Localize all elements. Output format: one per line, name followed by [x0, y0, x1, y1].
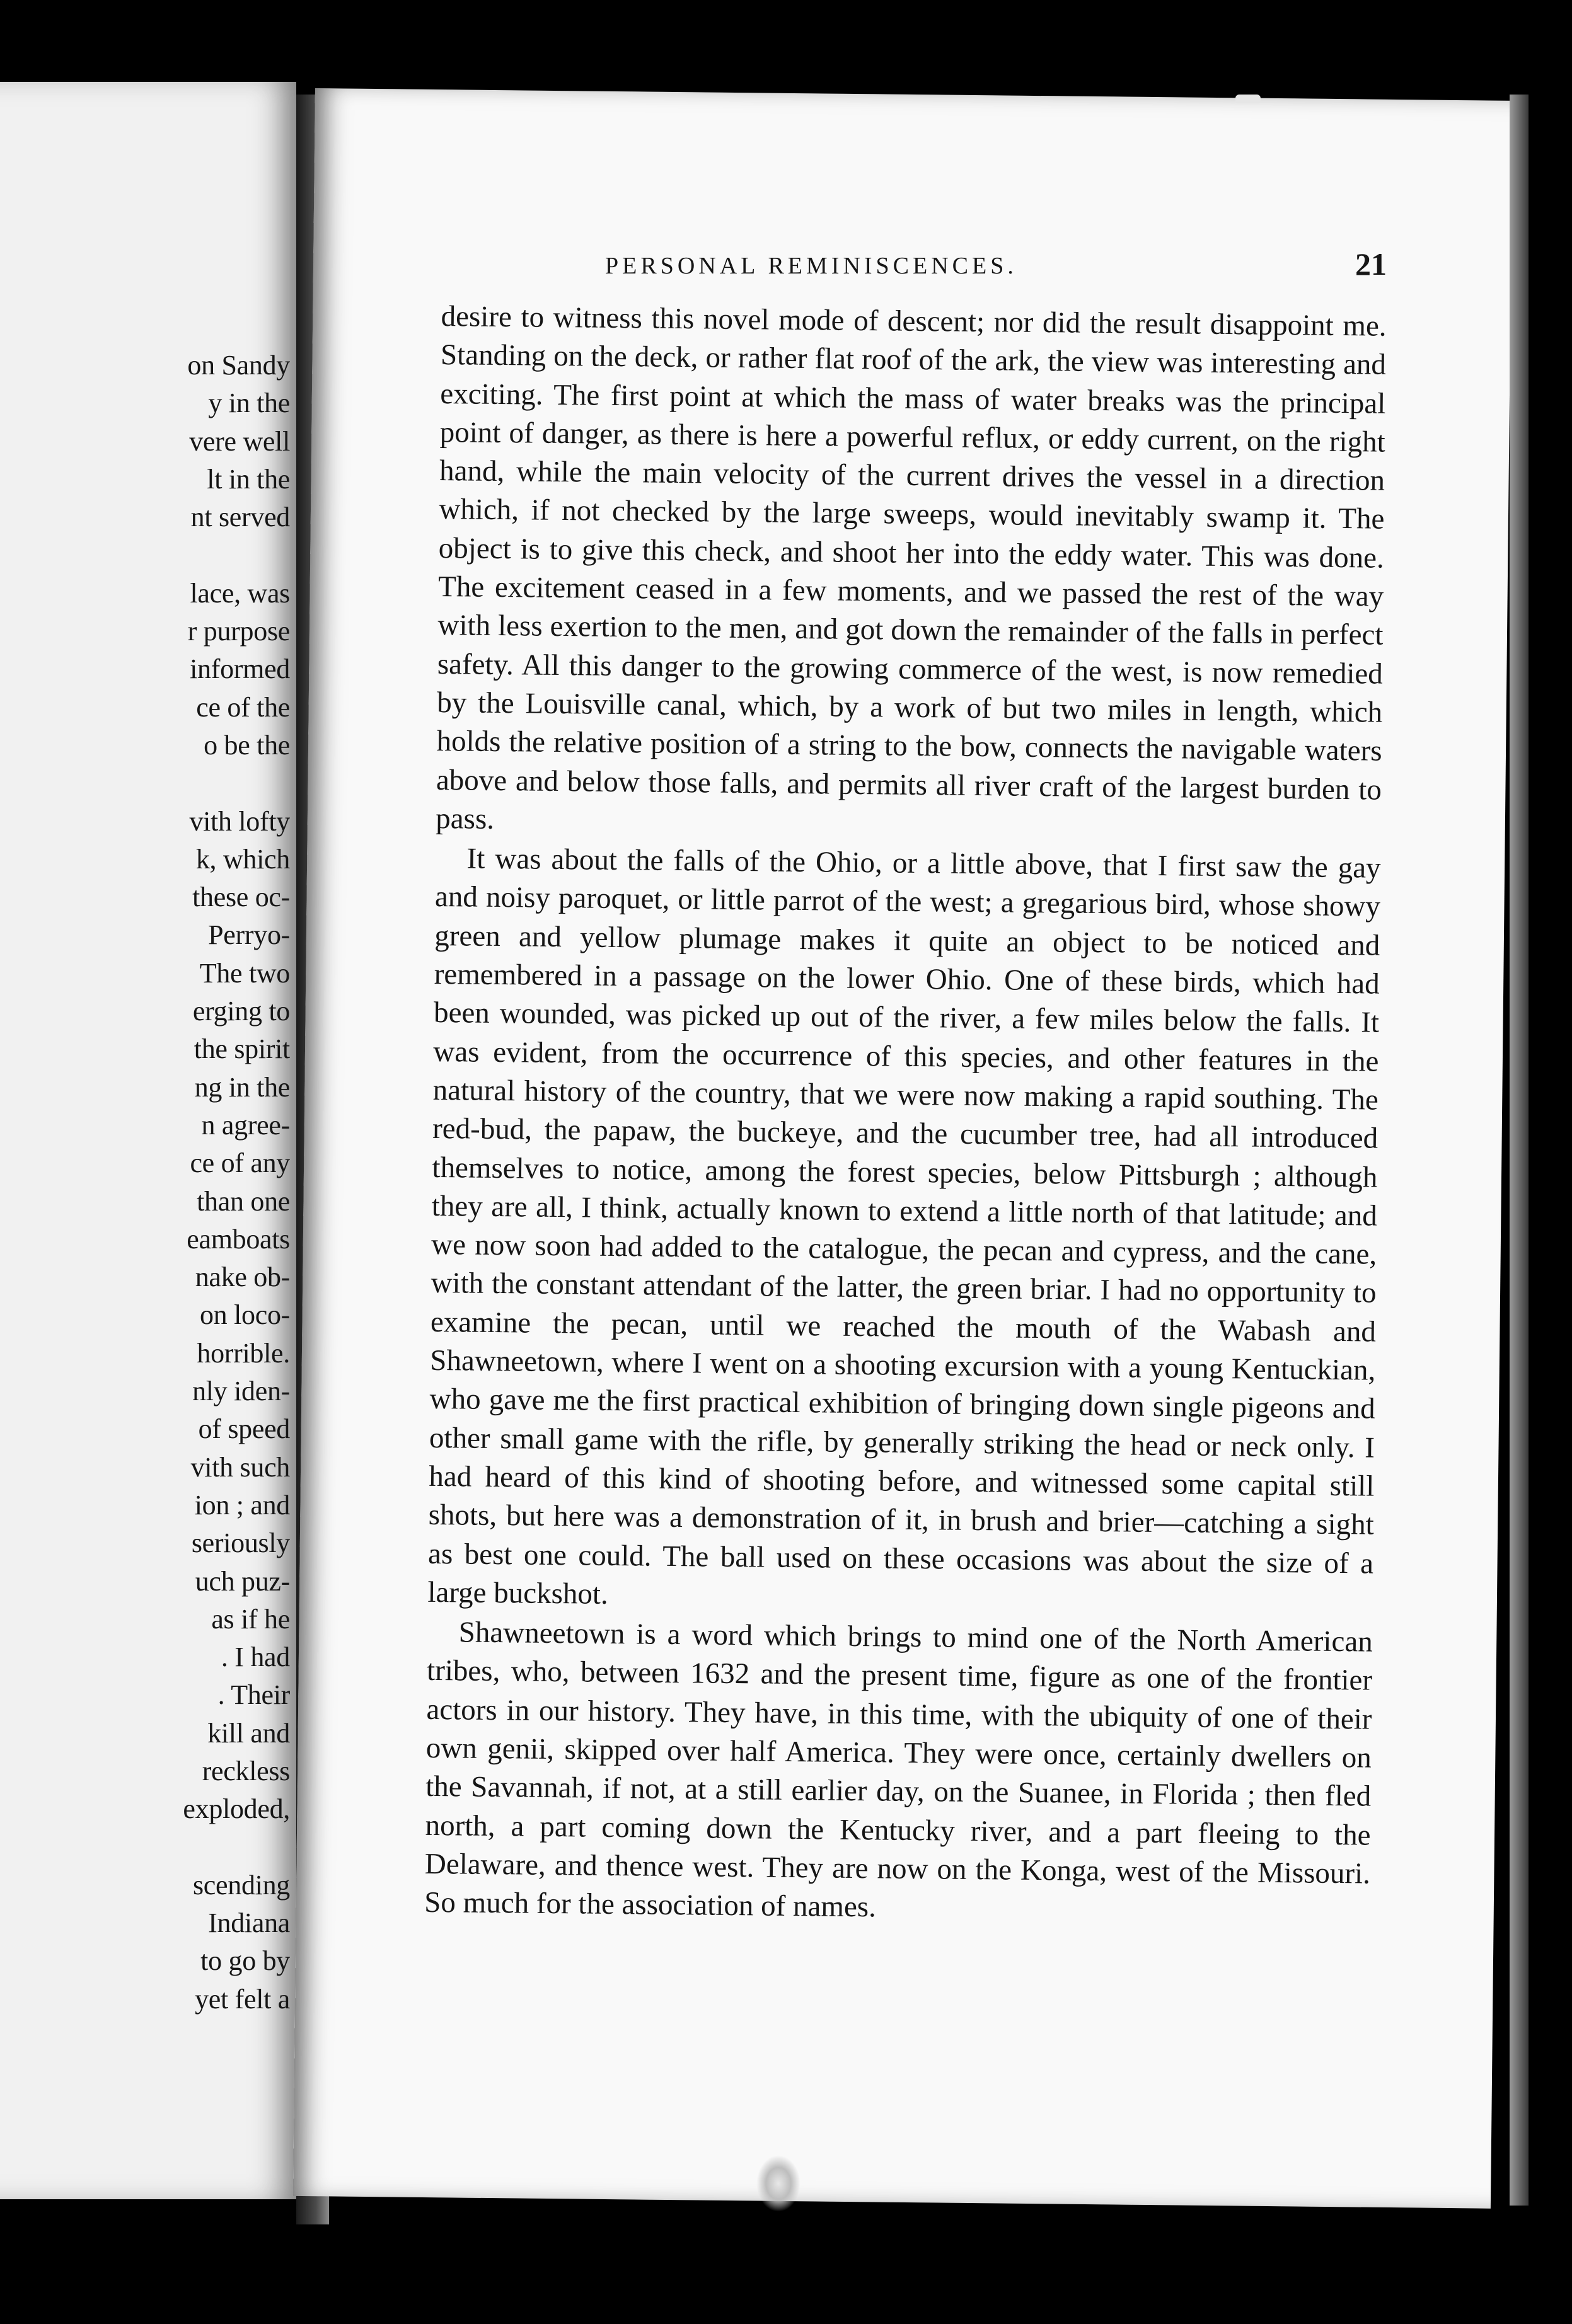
left-page-line: k, which	[195, 843, 290, 875]
left-page-line: nake ob-	[195, 1262, 290, 1293]
left-page-line: eamboats	[187, 1223, 290, 1255]
paragraph-3: Shawneetown is a word which brings to mind one of the North American tribes, who, between 1632 and the present time, figure as one of the frontier actors in our history. They have, in this time, with the ubiquity of one of their own genii, skipped over half America. They were once, certainly dwellers on the Savannah, if not, at a still earlier day, on the Suanee, in Florida ; then fled north, a part coming down the Kentucky river, and a part fleeing to the Delaware, and thence west. They are now on the Konga, west of the Missouri. So much for the association of names.	[424, 1616, 1373, 1924]
left-page-line: on loco-	[199, 1299, 290, 1331]
left-page-line	[0, 1829, 290, 1867]
left-page-line: r purpose	[187, 616, 290, 647]
left-page-line: . Their	[217, 1679, 290, 1711]
left-page-line: vith such	[190, 1451, 290, 1483]
left-page-line: ion ; and	[194, 1489, 290, 1521]
left-page-text	[0, 347, 290, 2018]
left-page-line: horrible.	[197, 1337, 290, 1369]
scan-smudge	[756, 2155, 800, 2212]
paragraph-2: It was about the falls of the Ohio, or a little above, that I first saw the gay and noisy paroquet, or little parrot of the west; a gregarious bird, whose showy green and yellow plumage makes it quite an object to be noticed and remembered in a passage on the lower Ohio. One of these birds, which had been wounded, was picked up out of the river, a few miles below the falls. It was evident, from the occurrence of this species, and other features in the natural history of the country, that we were now making a rapid southing. The red-bud, the papaw, the buckeye, and the cucumber tree, had all introduced themselves to notice, among the forest species, below Pittsburgh ; although they are all, I think, actually known to extend a little north of that latitude; and we now soon had added to the catalogue, the pecan and cypress, and the cane, with the constant attendant of the latter, the green briar. I had no opportunity to examine the pecan, until we reached the mouth of the Wabash and Shawneetown, where I went on a shooting excursion with a young Kentuckian, who gave me the first practical exhibition of bringing down single pigeons and other small game with the rifle, by generally striking the head or neck only. I had heard of this kind of shooting before, and witnessed some capital still shots, but here was a demonstration of it, in brush and brier—catching a sight as best one could. The ball used on these occasions was about the size of a large buckshot.	[427, 842, 1381, 1611]
left-page	[0, 82, 296, 2199]
page-number: 21	[1355, 246, 1387, 282]
left-page-line: reckless	[202, 1755, 290, 1786]
left-page-line: scending	[192, 1869, 290, 1901]
left-page-line: uch puz-	[195, 1565, 290, 1597]
left-page-line: lace, was	[190, 577, 290, 609]
left-page-line: of speed	[198, 1413, 290, 1445]
left-page-line	[0, 764, 290, 802]
left-page-line: Perryo-	[208, 919, 290, 951]
left-page-line: yet felt a	[195, 1983, 290, 2015]
left-page-line: n agree-	[201, 1109, 290, 1141]
left-page-line: vith lofty	[189, 805, 290, 837]
left-page-line: The two	[199, 957, 290, 989]
left-page-line: informed	[190, 653, 290, 685]
left-page-line: these oc-	[192, 882, 290, 913]
left-page-line: . I had	[221, 1642, 290, 1673]
left-page-line: vere well	[189, 425, 290, 457]
left-page-line: than one	[197, 1185, 290, 1217]
left-page-line: nt served	[190, 502, 290, 533]
left-page-line: y in the	[208, 388, 290, 419]
running-title: PERSONAL REMINISCENCES.	[605, 253, 1017, 279]
page-body	[424, 297, 1387, 1932]
left-page-line: erging to	[192, 996, 290, 1027]
left-page-line: exploded,	[183, 1793, 290, 1825]
page-edge	[1510, 95, 1529, 2206]
left-page-line	[0, 536, 290, 574]
left-page-line: o be the	[204, 729, 290, 761]
scan-mark	[1235, 95, 1261, 103]
left-page-line: to go by	[200, 1945, 290, 1977]
left-page-line: ng in the	[194, 1071, 290, 1103]
paragraph-1: desire to witness this novel mode of descent; nor did the result disappoint me. Standing on the deck, or rather flat roof of the ark, the view was interesting and exciting. The first point at which the mass of water breaks was the principal point of danger, as there is here a powerful reflux, or eddy current, on the right hand, while the main velocity of the current drives the vessel in a direction which, if not checked by the large sweeps, would inevitably swamp it. The object is to give this check, and shoot her into the eddy water. This was done. The excitement ceased in a few moments, and we passed the rest of the way with less exertion to the men, and got down the remainder of the falls in perfect safety. All this danger to the growing commerce of the west, is now remedied by the Louisville canal, which, by a work of but two miles in length, which holds the relative position of a string to the bow, connects the navigable waters above and below those falls, and permits all river craft of the largest burden to pass.	[436, 299, 1387, 836]
left-page-line: as if he	[211, 1603, 290, 1635]
left-page-line: on Sandy	[187, 350, 290, 381]
left-page-line: nly iden-	[192, 1376, 290, 1407]
left-page-line: seriously	[191, 1527, 290, 1559]
left-page-line: kill and	[207, 1717, 290, 1749]
left-page-line: ce of any	[190, 1148, 290, 1179]
left-page-line: lt in the	[207, 463, 290, 495]
left-page-line: the spirit	[194, 1033, 290, 1065]
left-page-line: ce of the	[196, 691, 290, 723]
left-page-line: Indiana	[208, 1907, 290, 1939]
